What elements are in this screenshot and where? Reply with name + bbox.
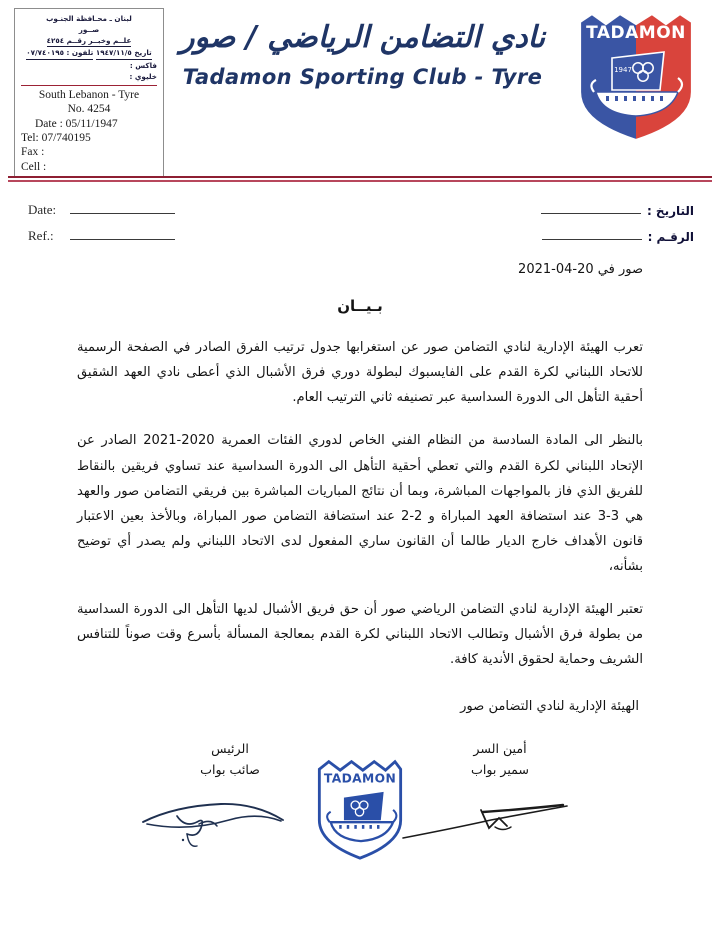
document-body	[77, 262, 643, 908]
reg-ar-line: تلفون : ٠٧/٧٤٠١٩٥	[26, 47, 93, 59]
club-name-arabic: نادي التضامن الرياضي / صور	[179, 20, 546, 55]
document-heading: بـيــان	[337, 297, 383, 315]
header-rule-bar-primary	[8, 176, 712, 178]
secretary-title: أمين السر	[473, 740, 527, 756]
date-value-ar[interactable]	[541, 213, 641, 214]
date-field-ar	[541, 192, 694, 218]
signature-block-secretary	[425, 738, 575, 865]
reg-ar-line: صــور	[78, 25, 100, 35]
svg-text:1947: 1947	[614, 66, 632, 74]
meta-fields-english	[28, 192, 175, 244]
president-signature-mark	[155, 794, 305, 864]
date-label-ar: التاريخ :	[646, 204, 694, 218]
registration-box-divider	[21, 85, 157, 86]
reg-ar-line: لبنان ـ محـافظة الجنـوب	[46, 14, 132, 23]
letterhead-header	[0, 0, 720, 178]
place-and-date: صور في 20-04-2021	[518, 262, 643, 277]
president-title: الرئيس	[211, 740, 249, 756]
date-value-en[interactable]	[70, 213, 175, 214]
ref-label-ar: الرقـم :	[647, 230, 694, 244]
club-name-english: Tadamon Sporting Club - Tyre	[182, 64, 543, 89]
ref-label-en: Ref.:	[28, 228, 54, 243]
reg-ar-line: علــم وخبــر رقــم ٤٢٥٤	[47, 35, 132, 47]
reg-en-line: No. 4254	[67, 103, 111, 116]
club-crest-logo	[566, 6, 706, 146]
body-paragraph: تعرب الهيئة الإدارية لنادي التضامن صور عن استغرابها جدول ترتيب الفرق الصادر في الصفحة الرسمية للاتحاد اللبناني لكرة القدم على الفايسبوك لبطولة دوري فرق الأشبال الذي أعطى نادي العهد الشقيق أحقية التأهل الى الدورة السداسية عبر تصنيفه ثاني الترتيب العام.	[77, 340, 643, 406]
secretary-name: سمير بواب	[471, 761, 529, 777]
ref-value-en[interactable]	[70, 239, 175, 240]
reg-en-line: South Lebanon - Tyre	[38, 88, 140, 101]
meta-fields-arabic	[541, 192, 694, 244]
signature-zone	[77, 738, 643, 908]
registration-arabic-block	[21, 13, 157, 82]
ref-value-ar[interactable]	[542, 239, 642, 240]
ref-field-ar	[541, 218, 694, 244]
svg-text:TADAMON: TADAMON	[586, 23, 686, 43]
ref-field-en	[28, 218, 175, 244]
club-title-block	[175, 18, 550, 89]
body-paragraph: تعتبر الهيئة الإدارية لنادي التضامن الرياضي صور أن حق فريق الأشبال لديها التأهل الى الدورة السداسية من بطولة فرق الأشبال وتطالب الاتحاد اللبناني لكرة القدم بمعالجة المسألة بأسرع وقت صوناً للتنافس الشريف وحماية لحقوق الأندية كافة.	[77, 602, 643, 668]
reg-en-line: Fax :	[21, 146, 45, 159]
secretary-signature-mark	[425, 794, 575, 864]
signature-block-president	[155, 738, 305, 865]
date-ref-row	[0, 192, 720, 248]
reg-en-line: Date : 05/11/1947	[35, 117, 118, 130]
club-ink-stamp	[308, 752, 412, 864]
reg-ar-line: فاكس :	[129, 60, 157, 70]
president-name: صائب بواب	[200, 761, 260, 777]
registration-english-block	[21, 88, 157, 174]
reg-en-line: Tel: 07/740195	[21, 132, 91, 145]
body-paragraph: بالنظر الى المادة السادسة من النظام الفني الخاص لدوري الفئات العمرية 2020-2021 الصادر عن الإتحاد اللبناني لكرة القدم والتي تعطي أحقية التأهل الى الدورة السداسية عند تساوي فريقين بالنقاط للفريق الذي فاز بالمواجهات المباشرة، وبما أن نتائج المباريات المباشرة بين فريقي التضامن صور والعهد هي 3-3 عند استضافة العهد المباراة و 2-2 عند استضافة التضامن صور المباراة، وبالأخذ بعين الاعتبار قانون الأهداف خارج الديار طالما أن القانون ساري المفعول لدى الاتحاد اللبناني ولم يصدر أي توضيح بشأنه،	[77, 433, 643, 574]
header-rule-bar-secondary	[8, 180, 712, 182]
reg-ar-line: تاريخ ١٩٤٧/١١/٥	[96, 47, 152, 59]
registration-box	[14, 8, 164, 178]
header-divider-rule	[8, 176, 712, 182]
svg-text:TADAMON: TADAMON	[323, 770, 397, 785]
reg-en-line: Cell :	[21, 160, 47, 173]
closing-signoff: الهيئة الإدارية لنادي التضامن صور	[460, 698, 639, 714]
reg-ar-line: خليوي :	[129, 71, 157, 81]
date-field-en	[28, 192, 175, 218]
date-label-en: Date:	[28, 202, 57, 217]
